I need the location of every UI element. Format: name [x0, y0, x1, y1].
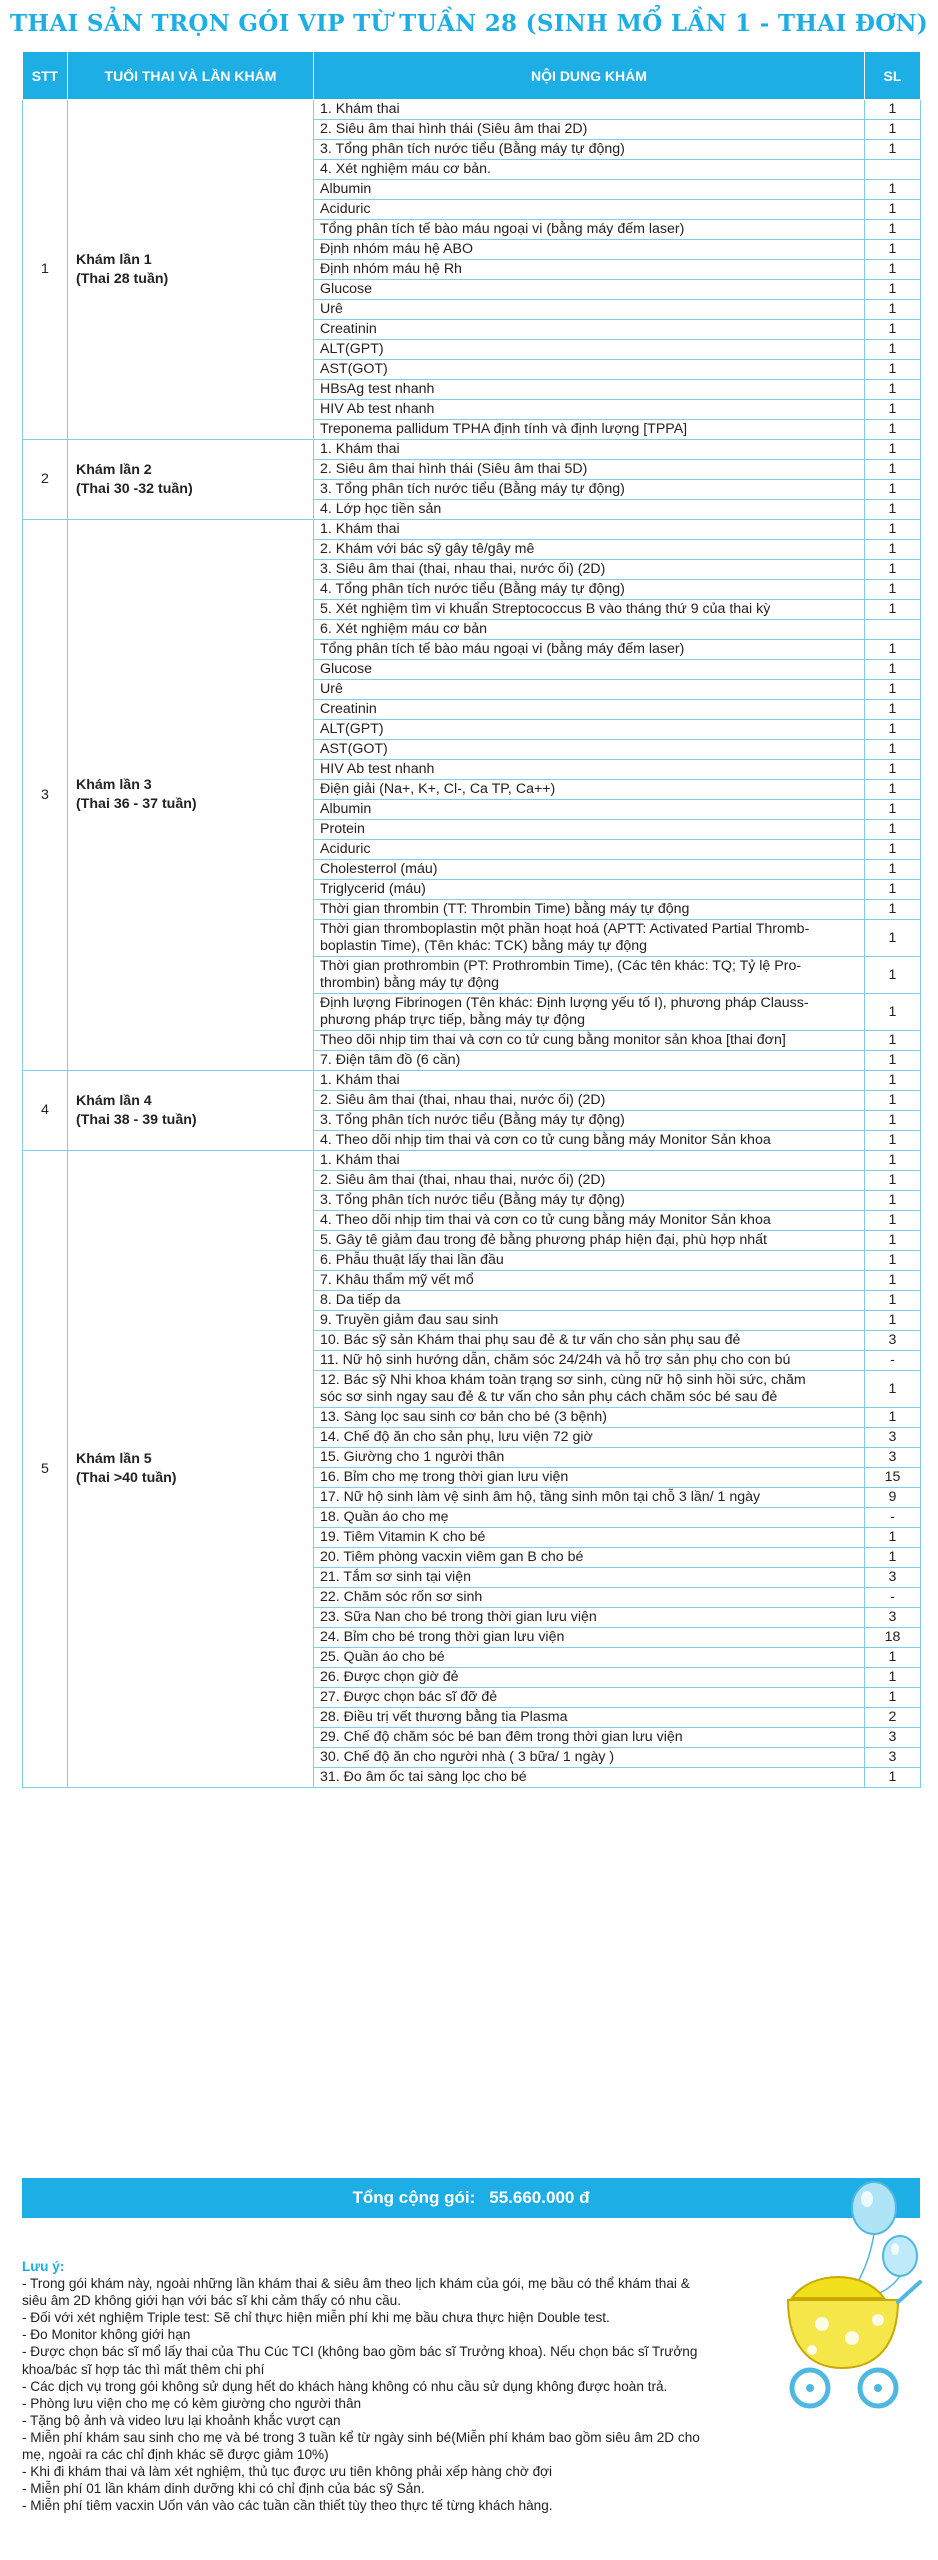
- item-content: Theo dõi nhịp tim thai và cơn co tử cung bằng monitor sản khoa [thai đơn]: [314, 1031, 865, 1051]
- item-content: Creatinin: [314, 700, 865, 720]
- note-line: - Miễn phí khám sau sinh cho mẹ và bé trong 3 tuần kể từ ngày sinh bé(Miễn phí khám bao gồm siêu âm 2D cho: [22, 2429, 700, 2445]
- header-stt: STT: [23, 52, 68, 100]
- item-qty: 3: [865, 1428, 921, 1448]
- item-content: Creatinin: [314, 320, 865, 340]
- table-row: [23, 440, 921, 460]
- item-qty: 1: [865, 180, 921, 200]
- item-content: 17. Nữ hộ sinh làm vệ sinh âm hộ, tầng sinh môn tại chỗ 3 lần/ 1 ngày: [314, 1488, 865, 1508]
- item-qty: 3: [865, 1331, 921, 1351]
- item-content: 2. Siêu âm thai (thai, nhau thai, nước ối) (2D): [314, 1171, 865, 1191]
- item-content: 2. Siêu âm thai hình thái (Siêu âm thai 2D): [314, 120, 865, 140]
- item-content: 3. Tổng phân tích nước tiểu (Bằng máy tự động): [314, 1111, 865, 1131]
- total-amount: 55.660.000 đ: [489, 2188, 590, 2207]
- item-qty: 18: [865, 1628, 921, 1648]
- item-qty: 3: [865, 1608, 921, 1628]
- item-content: 26. Được chọn giờ đẻ: [314, 1668, 865, 1688]
- item-qty: 1: [865, 420, 921, 440]
- item-content: Albumin: [314, 800, 865, 820]
- note-line: - Khi đi khám thai và làm xét nghiệm, thủ tục được ưu tiên không phải xếp hàng chờ đợi: [22, 2464, 553, 2480]
- item-content: 25. Quần áo cho bé: [314, 1648, 865, 1668]
- table-row: [23, 1151, 921, 1171]
- item-content: ALT(GPT): [314, 340, 865, 360]
- item-qty: 1: [865, 500, 921, 520]
- visit-week: (Thai 28 tuần): [76, 270, 169, 287]
- visit-number: 3: [23, 520, 68, 1071]
- notes-section: [22, 2258, 782, 2514]
- item-qty: 1: [865, 1091, 921, 1111]
- item-content: 4. Tổng phân tích nước tiểu (Bằng máy tự động): [314, 580, 865, 600]
- item-qty: 1: [865, 800, 921, 820]
- visit-week: (Thai >40 tuần): [76, 1470, 177, 1486]
- item-qty: 1: [865, 700, 921, 720]
- visit-number: 5: [23, 1151, 68, 1788]
- item-content: HBsAg test nhanh: [314, 380, 865, 400]
- note-line: - Miễn phí tiêm vacxin Uốn ván vào các tuần cần thiết tùy theo thực tế từng khách hàng.: [22, 2498, 553, 2514]
- item-qty: 3: [865, 1568, 921, 1588]
- item-qty: 1: [865, 1051, 921, 1071]
- note-line: - Đo Monitor không giới hạn: [22, 2327, 191, 2343]
- item-content: 22. Chăm sóc rốn sơ sinh: [314, 1588, 865, 1608]
- item-content: 14. Chế độ ăn cho sản phụ, lưu viện 72 giờ: [314, 1428, 865, 1448]
- item-qty: 1: [865, 720, 921, 740]
- item-content: [314, 994, 865, 1031]
- item-content-line: sóc sơ sinh ngay sau đẻ & tư vấn cho sản phụ cách chăm sóc bé sau đẻ: [320, 1389, 778, 1405]
- visit-name: Khám lần 4: [76, 1092, 152, 1109]
- item-qty: 1: [865, 920, 921, 957]
- item-content: [314, 920, 865, 957]
- item-qty: 3: [865, 1728, 921, 1748]
- visit-name: Khám lần 2: [76, 461, 152, 478]
- item-qty: 1: [865, 580, 921, 600]
- item-content: AST(GOT): [314, 740, 865, 760]
- item-qty: 1: [865, 540, 921, 560]
- visit-number: 1: [23, 100, 68, 440]
- item-content: Triglycerid (máu): [314, 880, 865, 900]
- stroller-icon: [788, 2277, 920, 2406]
- item-qty: 15: [865, 1468, 921, 1488]
- table-row: [23, 100, 921, 120]
- item-content: 18. Quần áo cho mẹ: [314, 1508, 865, 1528]
- item-content-line: phương pháp trực tiếp, bằng máy tự động: [320, 1012, 585, 1028]
- item-content: 3. Siêu âm thai (thai, nhau thai, nước ối) (2D): [314, 560, 865, 580]
- item-qty: 1: [865, 1151, 921, 1171]
- item-qty: 1: [865, 1211, 921, 1231]
- item-content: 2. Khám với bác sỹ gây tê/gây mê: [314, 540, 865, 560]
- item-content: [314, 1371, 865, 1408]
- item-qty: 1: [865, 480, 921, 500]
- item-qty: 1: [865, 1668, 921, 1688]
- visit-week: (Thai 38 - 39 tuần): [76, 1111, 197, 1128]
- item-qty: 1: [865, 1191, 921, 1211]
- item-qty: 1: [865, 860, 921, 880]
- notes-title: Lưu ý:: [22, 2259, 65, 2274]
- note-line: - Đối với xét nghiệm Triple test: Sẽ chỉ thực hiện miễn phí khi mẹ bầu chưa thực hiện Double test.: [22, 2310, 610, 2326]
- item-content: ALT(GPT): [314, 720, 865, 740]
- item-content: 4. Theo dõi nhịp tim thai và cơn co tử cung bằng máy Monitor Sản khoa: [314, 1131, 865, 1151]
- item-content: Albumin: [314, 180, 865, 200]
- item-qty: 1: [865, 340, 921, 360]
- item-content: Định nhóm máu hệ ABO: [314, 240, 865, 260]
- item-content: 6. Phẫu thuật lấy thai lần đầu: [314, 1251, 865, 1271]
- item-content: Glucose: [314, 660, 865, 680]
- visit-cell: [68, 1071, 314, 1151]
- item-content: 29. Chế độ chăm sóc bé ban đêm trong thời gian lưu viện: [314, 1728, 865, 1748]
- item-qty: 1: [865, 760, 921, 780]
- header-visit: TUỔI THAI VÀ LẦN KHÁM: [68, 52, 314, 100]
- item-qty: 1: [865, 300, 921, 320]
- item-content: Tổng phân tích tế bào máu ngoại vi (bằng máy đếm laser): [314, 640, 865, 660]
- item-qty: 1: [865, 1131, 921, 1151]
- item-qty: 1: [865, 360, 921, 380]
- item-content: Urê: [314, 680, 865, 700]
- item-content: Aciduric: [314, 840, 865, 860]
- note-line: - Tặng bộ ảnh và video lưu lại khoảnh khắc vượt cạn: [22, 2412, 341, 2428]
- item-content: 2. Siêu âm thai hình thái (Siêu âm thai 5D): [314, 460, 865, 480]
- item-content: Thời gian thrombin (TT: Thrombin Time) bằng máy tự động: [314, 900, 865, 920]
- item-content: 5. Xét nghiệm tìm vi khuẩn Streptococcus B vào tháng thứ 9 của thai kỳ: [314, 600, 865, 620]
- item-content-line: boplastin Time), (Tên khác: TCK) bằng máy tự động: [320, 938, 648, 954]
- item-content: 13. Sàng lọc sau sinh cơ bản cho bé (3 bệnh): [314, 1408, 865, 1428]
- item-qty: 1: [865, 680, 921, 700]
- note-line: khoa/bác sĩ hợp tác thì mất thêm chi phí: [22, 2361, 265, 2377]
- item-qty: 2: [865, 1708, 921, 1728]
- table-body: [23, 100, 921, 1788]
- item-content: 9. Truyền giảm đau sau sinh: [314, 1311, 865, 1331]
- item-content: AST(GOT): [314, 360, 865, 380]
- item-content: 21. Tắm sơ sinh tại viện: [314, 1568, 865, 1588]
- item-content: 24. Bỉm cho bé trong thời gian lưu viện: [314, 1628, 865, 1648]
- visit-cell: [68, 440, 314, 520]
- item-content: 10. Bác sỹ sản Khám thai phụ sau đẻ & tư vấn cho sản phụ sau đẻ: [314, 1331, 865, 1351]
- item-content: Định nhóm máu hệ Rh: [314, 260, 865, 280]
- item-content: Tổng phân tích tế bào máu ngoại vi (bằng máy đếm laser): [314, 220, 865, 240]
- item-content: [314, 957, 865, 994]
- item-qty: 1: [865, 380, 921, 400]
- item-content: Glucose: [314, 280, 865, 300]
- item-qty: 1: [865, 840, 921, 860]
- item-qty: 1: [865, 780, 921, 800]
- item-qty: 1: [865, 440, 921, 460]
- item-content: HIV Ab test nhanh: [314, 400, 865, 420]
- item-content: 1. Khám thai: [314, 440, 865, 460]
- item-qty: 1: [865, 280, 921, 300]
- item-qty: -: [865, 1508, 921, 1528]
- visit-name: Khám lần 5: [76, 1451, 152, 1467]
- item-content: 23. Sữa Nan cho bé trong thời gian lưu viện: [314, 1608, 865, 1628]
- item-content-line: Thời gian prothrombin (PT: Prothrombin Time), (Các tên khác: TQ; Tỷ lệ Pro-: [320, 958, 802, 974]
- item-qty: 1: [865, 560, 921, 580]
- item-qty: 1: [865, 220, 921, 240]
- note-line: - Được chọn bác sĩ mổ lấy thai của Thu Cúc TCI (không bao gồm bác sĩ Trưởng khoa). Nếu chọn bác sĩ Trưởng: [22, 2344, 698, 2360]
- page-title: THAI SẢN TRỌN GÓI VIP TỪ TUẦN 28 (SINH MỔ LẦN 1 - THAI ĐƠN): [9, 10, 929, 37]
- table-row: [23, 520, 921, 540]
- item-content: 3. Tổng phân tích nước tiểu (Bằng máy tự động): [314, 1191, 865, 1211]
- item-content-line: Định lượng Fibrinogen (Tên khác: Định lượng yếu tố I), phương pháp Clauss-: [320, 995, 809, 1011]
- item-content: 7. Điện tâm đồ (6 cần): [314, 1051, 865, 1071]
- item-content: 3. Tổng phân tích nước tiểu (Bằng máy tự động): [314, 480, 865, 500]
- item-content: 11. Nữ hộ sinh hướng dẫn, chăm sóc 24/24h và hỗ trợ sản phụ cho con bú: [314, 1351, 865, 1371]
- item-qty: 1: [865, 100, 921, 120]
- item-content: 7. Khâu thẩm mỹ vết mổ: [314, 1271, 865, 1291]
- item-qty: 1: [865, 140, 921, 160]
- notes-list: [22, 2275, 782, 2514]
- note-line: - Trong gói khám này, ngoài những lần khám thai & siêu âm theo lịch khám của gói, mẹ bầu có thể khám thai &: [22, 2276, 690, 2292]
- item-qty: 9: [865, 1488, 921, 1508]
- item-qty: 1: [865, 1171, 921, 1191]
- item-qty: 1: [865, 1688, 921, 1708]
- item-qty: 3: [865, 1448, 921, 1468]
- item-qty: 1: [865, 460, 921, 480]
- item-content: 1. Khám thai: [314, 1071, 865, 1091]
- visit-cell: [68, 100, 314, 440]
- item-qty: 1: [865, 1648, 921, 1668]
- visit-week: (Thai 30 -32 tuần): [76, 480, 193, 497]
- item-qty: 1: [865, 1071, 921, 1091]
- item-content: 1. Khám thai: [314, 100, 865, 120]
- item-content: 2. Siêu âm thai (thai, nhau thai, nước ối) (2D): [314, 1091, 865, 1111]
- item-qty: [865, 620, 921, 640]
- item-qty: 1: [865, 200, 921, 220]
- item-content: 15. Giường cho 1 người thân: [314, 1448, 865, 1468]
- item-content: Urê: [314, 300, 865, 320]
- item-qty: 1: [865, 820, 921, 840]
- visit-week: (Thai 36 - 37 tuần): [76, 796, 197, 812]
- item-content-line: 12. Bác sỹ Nhi khoa khám toàn trạng sơ sinh, cùng nữ hộ sinh hồi sức, chăm: [320, 1372, 806, 1388]
- visit-name: Khám lần 3: [76, 777, 152, 793]
- item-content: Cholesterrol (máu): [314, 860, 865, 880]
- visit-cell: [68, 520, 314, 1071]
- item-qty: 1: [865, 1548, 921, 1568]
- item-content-line: Thời gian thromboplastin một phần hoạt hoá (APTT: Activated Partial Thromb-: [320, 921, 810, 937]
- item-content: 6. Xét nghiệm máu cơ bản: [314, 620, 865, 640]
- total-label: Tổng cộng gói:: [352, 2188, 476, 2207]
- item-qty: 3: [865, 1748, 921, 1768]
- item-content: 1. Khám thai: [314, 520, 865, 540]
- item-qty: 1: [865, 520, 921, 540]
- item-qty: 1: [865, 1408, 921, 1428]
- table-row: [23, 1071, 921, 1091]
- note-line: - Phòng lưu viện cho mẹ có kèm giường cho người thân: [22, 2395, 362, 2411]
- item-content: 4. Theo dõi nhịp tim thai và cơn co tử cung bằng máy Monitor Sản khoa: [314, 1211, 865, 1231]
- item-content: 16. Bỉm cho mẹ trong thời gian lưu viện: [314, 1468, 865, 1488]
- note-line: mẹ, ngoài ra các chỉ định khác sẽ được giảm 10%): [22, 2447, 329, 2463]
- item-qty: -: [865, 1588, 921, 1608]
- note-line: siêu âm 2D không giới hạn với bác sĩ khi cảm thấy có nhu cầu.: [22, 2293, 402, 2309]
- table-header-row: [23, 52, 921, 100]
- visit-cell: [68, 1151, 314, 1788]
- item-content: HIV Ab test nhanh: [314, 760, 865, 780]
- item-qty: 1: [865, 1768, 921, 1788]
- item-qty: 1: [865, 1271, 921, 1291]
- item-content: 27. Được chọn bác sĩ đỡ đẻ: [314, 1688, 865, 1708]
- item-qty: 1: [865, 660, 921, 680]
- item-content: 30. Chế độ ăn cho người nhà ( 3 bữa/ 1 ngày ): [314, 1748, 865, 1768]
- item-content: Điện giải (Na+, K+, Cl-, Ca TP, Ca++): [314, 780, 865, 800]
- item-qty: 1: [865, 600, 921, 620]
- item-content: Aciduric: [314, 200, 865, 220]
- item-qty: 1: [865, 1311, 921, 1331]
- item-qty: 1: [865, 900, 921, 920]
- package-table: [22, 51, 921, 1788]
- item-content: Treponema pallidum TPHA định tính và định lượng [TPPA]: [314, 420, 865, 440]
- header-content: NỘI DUNG KHÁM: [314, 52, 865, 100]
- item-qty: -: [865, 1351, 921, 1371]
- item-qty: 1: [865, 320, 921, 340]
- item-content: 19. Tiêm Vitamin K cho bé: [314, 1528, 865, 1548]
- item-content: 8. Da tiếp da: [314, 1291, 865, 1311]
- item-qty: 1: [865, 1031, 921, 1051]
- item-content: 5. Gây tê giảm đau trong đẻ bằng phương pháp hiện đại, phù hợp nhất: [314, 1231, 865, 1251]
- item-content: 31. Đo âm ốc tai sàng lọc cho bé: [314, 1768, 865, 1788]
- item-content: 4. Lớp học tiền sản: [314, 500, 865, 520]
- item-content: 1. Khám thai: [314, 1151, 865, 1171]
- item-qty: 1: [865, 240, 921, 260]
- item-content: 4. Xét nghiệm máu cơ bản.: [314, 160, 865, 180]
- item-content: 28. Điều trị vết thương bằng tia Plasma: [314, 1708, 865, 1728]
- item-qty: 1: [865, 120, 921, 140]
- item-qty: 1: [865, 1528, 921, 1548]
- note-line: - Các dịch vụ trong gói không sử dụng hết do khách hàng không có nhu cầu sử dụng không được hoàn trả.: [22, 2378, 668, 2394]
- item-qty: 1: [865, 994, 921, 1031]
- item-qty: 1: [865, 880, 921, 900]
- item-qty: 1: [865, 1291, 921, 1311]
- item-qty: 1: [865, 1371, 921, 1408]
- item-content: Protein: [314, 820, 865, 840]
- item-content-line: thrombin) bằng máy tự động: [320, 975, 500, 991]
- item-qty: 1: [865, 957, 921, 994]
- item-qty: 1: [865, 740, 921, 760]
- note-line: - Miễn phí 01 lần khám dinh dưỡng khi có chỉ định của bác sỹ Sản.: [22, 2481, 425, 2497]
- item-content: 3. Tổng phân tích nước tiểu (Bằng máy tự động): [314, 140, 865, 160]
- visit-number: 2: [23, 440, 68, 520]
- item-qty: 1: [865, 1111, 921, 1131]
- item-qty: 1: [865, 1251, 921, 1271]
- item-content: 20. Tiêm phòng vacxin viêm gan B cho bé: [314, 1548, 865, 1568]
- item-qty: [865, 160, 921, 180]
- visit-name: Khám lần 1: [76, 251, 152, 268]
- visit-number: 4: [23, 1071, 68, 1151]
- item-qty: 1: [865, 1231, 921, 1251]
- item-qty: 1: [865, 400, 921, 420]
- item-qty: 1: [865, 260, 921, 280]
- header-qty: SL: [865, 52, 921, 100]
- item-qty: 1: [865, 640, 921, 660]
